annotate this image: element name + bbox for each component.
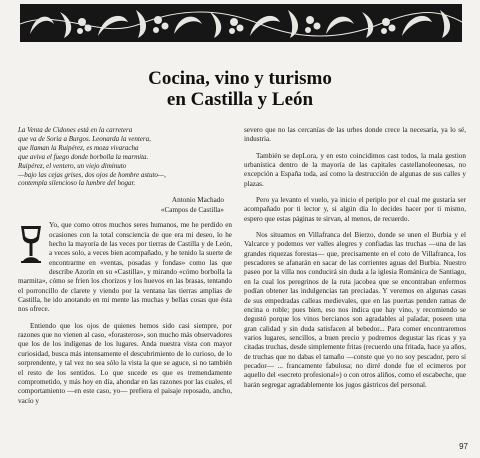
body-paragraph: Entiendo que los ojos de quienes hemos sido casi siempre, por razones que no vienen al caso, «forasteros», son mucho más observadores que los de los indígenas de los lugares. Anda nuestra vista con mayor curiosidad, busca más intensamente el descubrimiento de lo curioso, de lo sorprendente, y tal vez no sea sólo la vista la que se aguce, si no también el resto de los sentidos. Lo que sucede es que es tremendamente comprometido, y más hoy en día, ahondar en las razones por las cuales, el comportamiento —en este caso, yo— prefiera el paisaje reposado, ancho, vacío y [18,321,232,405]
body-paragraph: Nos situamos en Villafranca del Bierzo, donde se unen el Burbia y el Valcarce y podemos ver valles alegres y confiadas las truchas —una de las grandes riquezas forestas— que, precisamente en el coto de Villafranca, los pescadores se afanarán en sacar de las corrientes aguas del Burbia. Nuestro paseo por la villa nos conducirá sin duda a la iglesia Románica de Santiago, en la cual los peregrinos de la ruta jacobea que se encontraban enfermos podían obtener las indulgencias tan preciadas. Y veremos en algunas casas de sus empedradas calleas medievales, que en las puertas penden ramas de encina o roble; pues bien, eso nos indica que hay vino, y recomiendo se degustó porque los vinos bercianos son agradables al paladar, poseen una gran calidad y sin duda satisfacen al bebedor... Para comer encontraremos varios lugares, sencillos, a buen precio y podremos degustar las ricas y ya citadas truchas, desde simplemente fritas (recuerdo una fritada, hace ya años, de truchas que no dabas el tamaño —conste que yo no soy pescador, pero sí pecador— ... francamente fabulosa; no dirré donde fue el ecimeros por aquello del «secreto profesional») o con otros aliños, como el escabeche, que harán segregar agradablemente los jugos gástricos del personal. [244,231,466,389]
epigraph-line: La Venta de Cidones está en la carretera [18,126,133,134]
article-title-line-1: Cocina, vino y turismo [148,68,332,89]
wine-goblet-icon [18,223,44,267]
epigraph-line: que va de Soria a Burgos. Leonarda la ventera, [18,134,151,143]
body-paragraph: También se depLora, y en esto coincidimos cast todos, la mala gestion urbanística dentro de la mayoría de las capitales castellanoleonesas, no excepción a España toda, así como la destrucción de algunas de sus calles y plazas. [244,151,466,188]
body-paragraph: severo que no las cercanías de las urbes donde crece la necesaria, ya lo sé, industria. [244,126,466,144]
epigraph-line: que llaman la Ruipérez, es moza vivaracha [18,143,139,152]
epigraph-line: contempla silencioso la lumbre del hogar. [18,179,136,188]
epigraph-author: Antonio Machado [171,196,224,205]
epigraph-line: que aviva el fuego donde borbolla la marmita. [18,152,149,161]
epigraph-source: «Campos de Castilla» [160,205,224,214]
vine-leaf-ornament-band [20,4,462,42]
article-title-line-2: en Castilla y León [166,89,314,110]
page-number: 97 [459,442,468,451]
body-paragraph: Yo, que como otros muchos seres humanos, me he perdido en ocasiones con la total consciencia de que era mi deseo, lo he hecho la mayoría de las veces por tierras de Castilla y de León, a veces solo, a veces bien acompañado, y he tenido la suerte de encontrarme en «ventas, posadas y fondas» como las que describe Azorín en su «Castilla», y mirando «cómo borbolla la marmita», cómo se fríen los chorizos y los huevos en las brasas, tentando el porroncillo de clarete y viendo por la ventana las tierras amplias de Castilla, he ido anotando en mi mente las muchas y bellas cosas que ésta nos ofrece. [18,221,232,314]
epigraph-line: Ruipérez, el ventero, un viejo diminuto [18,161,127,170]
epigraph-line: —bajo las cejas grises, dos ojos de hombre astuto—, [18,170,166,179]
left-column [18,126,232,406]
body-paragraph: Pero ya levanto el vuelo, ya inicio el periplo por el cual me gustaría ser acompañado por ti lector y, si algún día lo decides hacer por ti mismo, espero que estas páginas te sirvan, al menos, de recuerdo. [244,196,466,223]
epigraph-poem [18,126,232,188]
epigraph-citation [18,196,232,215]
right-column [244,126,466,390]
